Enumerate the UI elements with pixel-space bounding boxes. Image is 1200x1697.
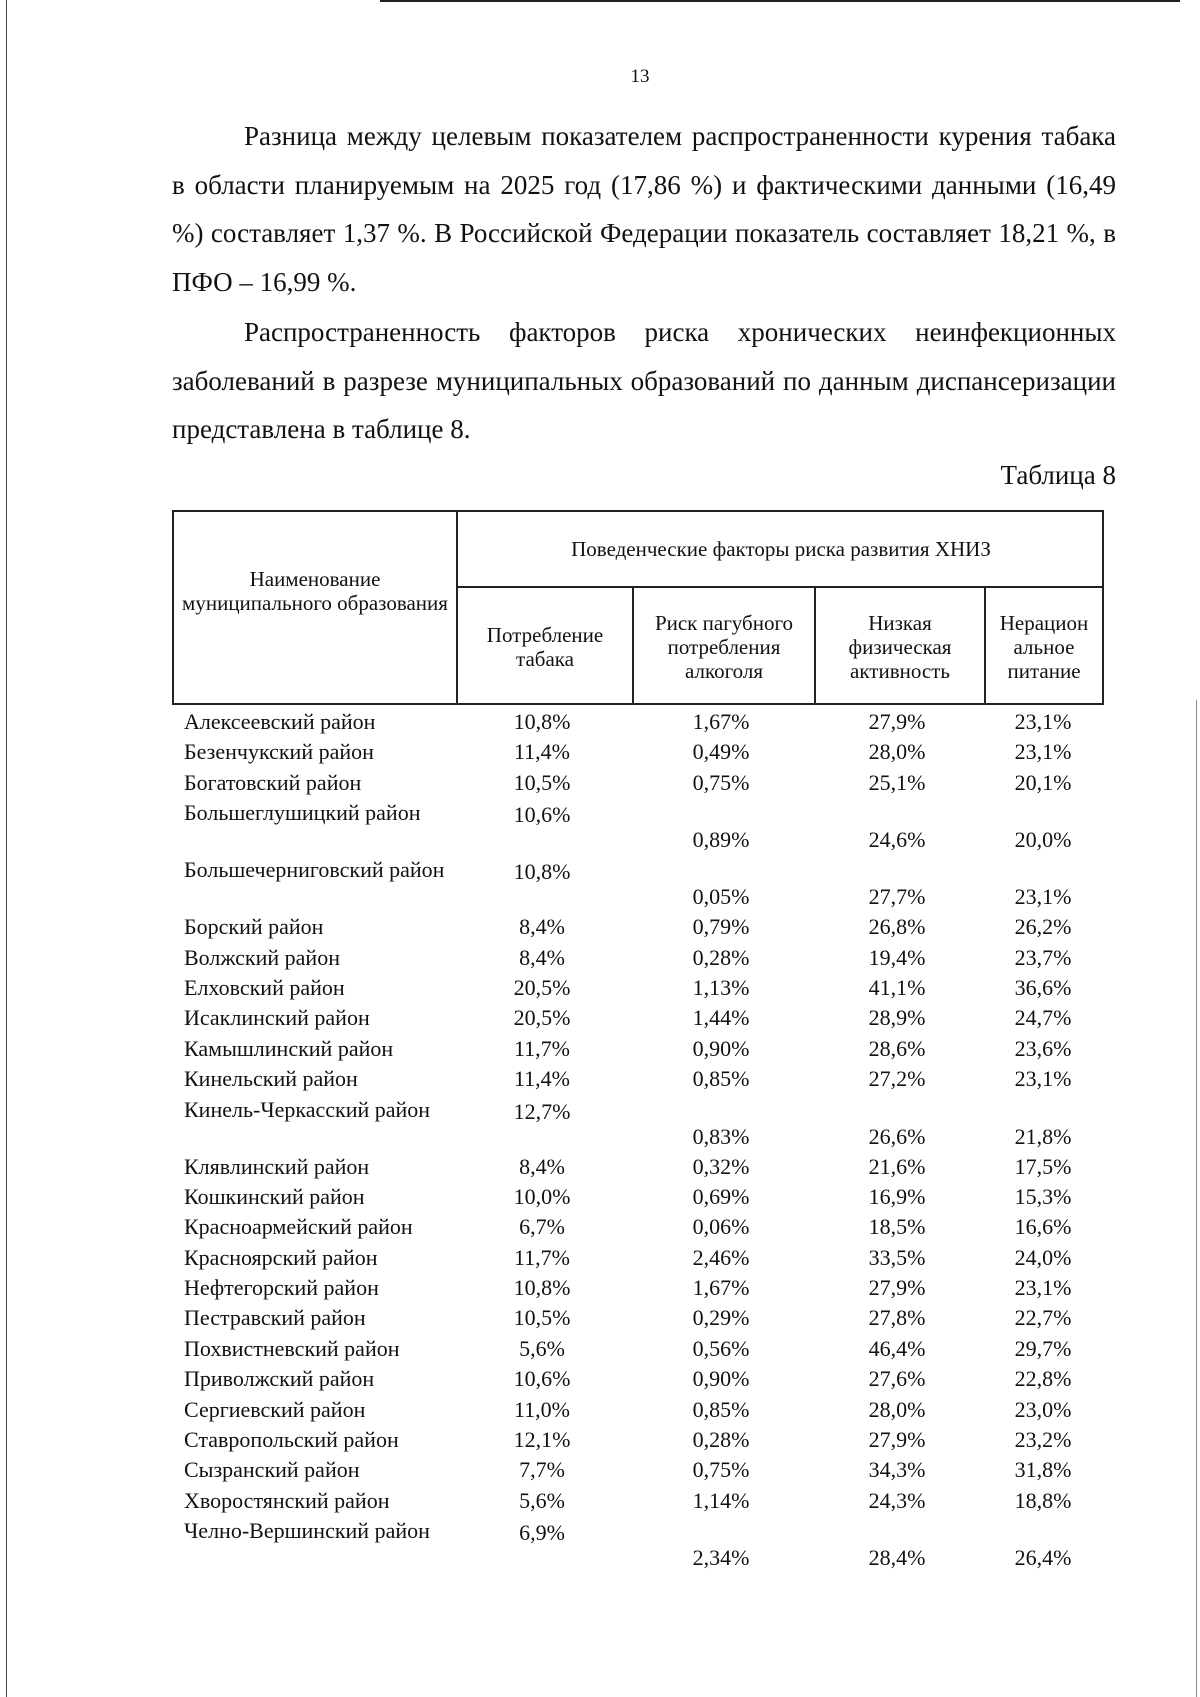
activity-value: 24,6%	[868, 827, 926, 853]
alcohol-value: 0,28%	[692, 1427, 750, 1453]
municipality-name: Ставропольский район	[184, 1427, 399, 1453]
table-row	[172, 797, 1104, 854]
nutrition-value: 15,3%	[1014, 1183, 1072, 1209]
municipality-name: Челно-Вершинский район	[184, 1518, 430, 1544]
nutrition-value: 22,8%	[1014, 1366, 1072, 1392]
alcohol-value: 0,85%	[692, 1396, 750, 1422]
table-row	[172, 1151, 1104, 1181]
alcohol-value: 0,29%	[692, 1305, 750, 1331]
alcohol-value: 0,90%	[692, 1035, 750, 1061]
municipality-name: Клявлинский район	[184, 1153, 370, 1179]
tobacco-value: 11,4%	[513, 739, 570, 765]
nutrition-value: 26,4%	[1014, 1545, 1072, 1571]
alcohol-value: 0,06%	[692, 1214, 750, 1240]
nutrition-value: 18,8%	[1014, 1487, 1072, 1513]
nutrition-value: 21,8%	[1014, 1123, 1072, 1149]
nutrition-value: 17,5%	[1014, 1153, 1072, 1179]
alcohol-value: 0,32%	[692, 1153, 750, 1179]
table-caption: Таблица 8	[1000, 460, 1116, 490]
header-alcohol: Риск пагубного потребления алкоголя	[654, 610, 794, 683]
tobacco-value: 10,8%	[513, 1275, 571, 1301]
alcohol-value: 0,69%	[692, 1183, 750, 1209]
alcohol-value: 0,79%	[692, 914, 750, 940]
activity-value: 21,6%	[868, 1153, 926, 1179]
activity-value: 28,0%	[868, 1396, 926, 1422]
municipality-name: Сергиевский район	[184, 1396, 366, 1422]
tobacco-value: 20,5%	[513, 1005, 571, 1031]
tobacco-value: 11,0%	[513, 1396, 570, 1422]
tobacco-value: 8,4%	[519, 914, 565, 940]
tobacco-value: 7,7%	[519, 1457, 565, 1483]
municipality-name: Красноармейский район	[184, 1214, 413, 1240]
municipality-name: Богатовский район	[184, 769, 362, 795]
header-activity: Низкая физическая активность	[848, 610, 952, 683]
municipality-name: Безенчукский район	[184, 739, 374, 765]
table-row	[172, 736, 1104, 766]
municipality-name: Алексеевский район	[184, 709, 376, 734]
nutrition-value: 23,1%	[1014, 1275, 1072, 1301]
alcohol-value: 0,05%	[692, 884, 750, 910]
nutrition-value: 36,6%	[1014, 974, 1072, 1000]
table-row	[172, 1333, 1104, 1363]
tobacco-value: 12,7%	[513, 1098, 571, 1124]
table-row	[172, 1424, 1104, 1454]
activity-value: 27,8%	[868, 1305, 926, 1331]
nutrition-value: 23,6%	[1014, 1035, 1072, 1061]
nutrition-value: 24,7%	[1014, 1005, 1072, 1031]
header-group: Поведенческие факторы риска развития ХНИЗ	[571, 537, 991, 561]
municipality-name: Кошкинский район	[184, 1183, 365, 1209]
alcohol-value: 0,75%	[692, 1457, 750, 1483]
activity-value: 18,5%	[868, 1214, 926, 1240]
table-row	[172, 1063, 1104, 1093]
table-header	[172, 510, 1104, 705]
nutrition-value: 24,0%	[1014, 1244, 1072, 1270]
table-row	[172, 1211, 1104, 1241]
activity-value: 46,4%	[868, 1335, 926, 1361]
scan-border-right	[1196, 700, 1197, 1697]
table-row	[172, 1272, 1104, 1302]
alcohol-value: 2,46%	[692, 1244, 750, 1270]
paragraph-smoking-target: Разница между целевым показателем распространенности курения табака в области планируемым на 2025 год (17,86 %) и фактическими данными (16,49 %) составляет 1,37 %. В Российской Федерации показатель составляет 18,21 %, в ПФО – 16,99 %.	[172, 121, 1116, 297]
activity-value: 28,0%	[868, 739, 926, 765]
tobacco-value: 10,5%	[513, 1305, 571, 1331]
tobacco-value: 10,8%	[513, 859, 571, 885]
alcohol-value: 2,34%	[692, 1545, 750, 1571]
activity-value: 16,9%	[868, 1183, 926, 1209]
municipality-name: Сызранский район	[184, 1457, 360, 1483]
municipality-name: Волжский район	[184, 944, 340, 970]
nutrition-value: 20,0%	[1014, 827, 1072, 853]
nutrition-value: 26,2%	[1014, 914, 1072, 940]
alcohol-value: 0,85%	[692, 1066, 750, 1092]
tobacco-value: 11,7%	[513, 1244, 570, 1270]
table-row	[172, 1094, 1104, 1151]
activity-value: 27,2%	[868, 1066, 926, 1092]
tobacco-value: 11,7%	[513, 1035, 570, 1061]
tobacco-value: 12,1%	[513, 1427, 571, 1453]
activity-value: 27,9%	[868, 1275, 926, 1301]
tobacco-value: 11,4%	[513, 1066, 570, 1092]
alcohol-value: 0,49%	[692, 739, 750, 765]
header-nutrition: Нерацион альное питание	[999, 610, 1089, 683]
activity-value: 27,6%	[868, 1366, 926, 1392]
nutrition-value: 22,7%	[1014, 1305, 1072, 1331]
alcohol-value: 1,14%	[692, 1487, 750, 1513]
tobacco-value: 8,4%	[519, 944, 565, 970]
tobacco-value: 6,9%	[519, 1520, 565, 1546]
table-row	[172, 1302, 1104, 1332]
tobacco-value: 5,6%	[519, 1335, 565, 1361]
table-row	[172, 942, 1104, 972]
activity-value: 28,9%	[868, 1005, 926, 1031]
nutrition-value: 31,8%	[1014, 1457, 1072, 1483]
municipality-name: Кинельский район	[184, 1066, 358, 1092]
tobacco-value: 8,4%	[519, 1153, 565, 1179]
alcohol-value: 0,75%	[692, 769, 750, 795]
header-municipality: Наименование муниципального образования	[182, 566, 448, 615]
table-row	[172, 1181, 1104, 1211]
table-row	[172, 1454, 1104, 1484]
activity-value: 25,1%	[868, 769, 926, 795]
alcohol-value: 0,28%	[692, 944, 750, 970]
municipality-name: Приволжский район	[184, 1366, 375, 1392]
municipality-name: Красноярский район	[184, 1244, 378, 1270]
tobacco-value: 5,6%	[519, 1487, 565, 1513]
municipality-name: Большечерниговский район	[184, 857, 445, 883]
nutrition-value: 23,1%	[1014, 739, 1072, 765]
alcohol-value: 0,56%	[692, 1335, 750, 1361]
header-tobacco: Потребление табака	[486, 622, 604, 671]
activity-value: 41,1%	[868, 974, 926, 1000]
paragraph-risk-factors: Распространенность факторов риска хронических неинфекционных заболеваний в разрезе муниципальных образований по данным диспансеризации представлена в таблице 8.	[172, 317, 1116, 444]
nutrition-value: 23,1%	[1014, 1066, 1072, 1092]
tobacco-value: 20,5%	[513, 974, 571, 1000]
nutrition-value: 23,0%	[1014, 1396, 1072, 1422]
activity-value: 24,3%	[868, 1487, 926, 1513]
scan-border-top	[380, 0, 1180, 2]
table-row	[172, 1363, 1104, 1393]
alcohol-value: 1,67%	[692, 1275, 750, 1301]
nutrition-value: 23,1%	[1014, 884, 1072, 910]
tobacco-value: 6,7%	[519, 1214, 565, 1240]
table-row	[172, 972, 1104, 1002]
municipality-name: Пестравский район	[184, 1305, 366, 1331]
alcohol-value: 1,13%	[692, 974, 750, 1000]
table-row	[172, 911, 1104, 941]
tobacco-value: 10,6%	[513, 1366, 571, 1392]
municipality-name: Кинель-Черкасский район	[184, 1096, 431, 1122]
nutrition-value: 29,7%	[1014, 1335, 1072, 1361]
municipality-name: Хворостянский район	[184, 1487, 390, 1513]
tobacco-value: 10,8%	[513, 709, 571, 734]
nutrition-value: 16,6%	[1014, 1214, 1072, 1240]
activity-value: 34,3%	[868, 1457, 926, 1483]
table-body	[172, 706, 1104, 1572]
municipality-name: Нефтегорский район	[184, 1275, 379, 1301]
table-row	[172, 1002, 1104, 1032]
nutrition-value: 23,1%	[1014, 709, 1072, 734]
municipality-name: Камышлинский район	[184, 1035, 394, 1061]
activity-value: 19,4%	[868, 944, 926, 970]
table-row	[172, 1033, 1104, 1063]
table-row	[172, 767, 1104, 797]
tobacco-value: 10,0%	[513, 1183, 571, 1209]
municipality-name: Борский район	[184, 914, 324, 940]
table-row	[172, 1515, 1104, 1572]
table-row	[172, 706, 1104, 736]
municipality-name: Большеглушицкий район	[184, 800, 421, 826]
activity-value: 27,7%	[868, 884, 926, 910]
table-row	[172, 1485, 1104, 1515]
page-number: 13	[630, 66, 650, 87]
alcohol-value: 1,67%	[692, 709, 750, 734]
alcohol-value: 0,90%	[692, 1366, 750, 1392]
municipality-name: Елховский район	[184, 974, 345, 1000]
activity-value: 28,4%	[868, 1545, 926, 1571]
activity-value: 26,6%	[868, 1123, 926, 1149]
activity-value: 28,6%	[868, 1035, 926, 1061]
activity-value: 33,5%	[868, 1244, 926, 1270]
municipality-name: Исаклинский район	[184, 1005, 370, 1031]
municipality-name: Похвистневский район	[184, 1335, 400, 1361]
table-row	[172, 1242, 1104, 1272]
nutrition-value: 23,7%	[1014, 944, 1072, 970]
tobacco-value: 10,6%	[513, 802, 571, 828]
nutrition-value: 20,1%	[1014, 769, 1072, 795]
activity-value: 27,9%	[868, 709, 926, 734]
table-row	[172, 854, 1104, 911]
activity-value: 27,9%	[868, 1427, 926, 1453]
tobacco-value: 10,5%	[513, 769, 571, 795]
nutrition-value: 23,2%	[1014, 1427, 1072, 1453]
alcohol-value: 0,89%	[692, 827, 750, 853]
scan-border-left	[6, 0, 7, 1697]
alcohol-value: 1,44%	[692, 1005, 750, 1031]
table-row	[172, 1394, 1104, 1424]
activity-value: 26,8%	[868, 914, 926, 940]
alcohol-value: 0,83%	[692, 1123, 750, 1149]
